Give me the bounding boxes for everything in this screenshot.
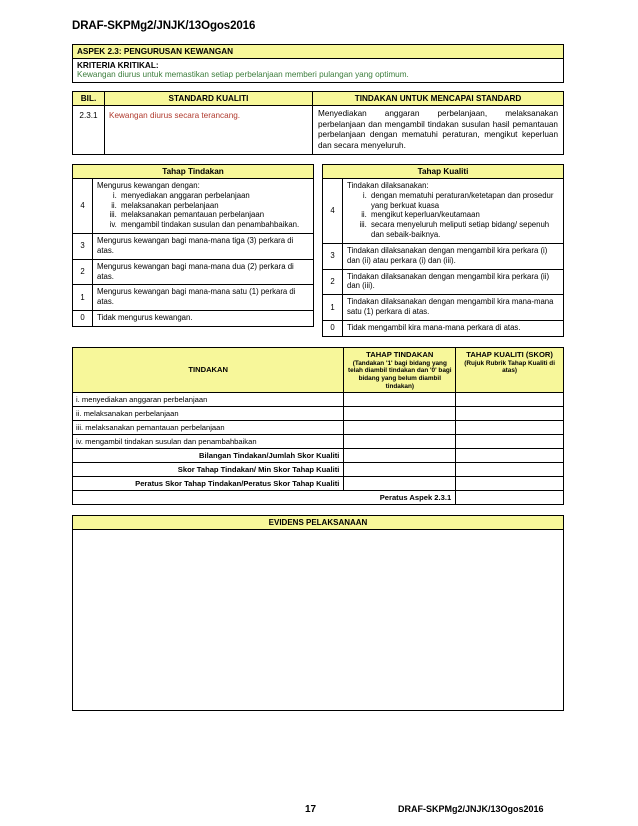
scoring-input-kualiti[interactable]: [456, 407, 564, 421]
score-item-list: [361, 191, 560, 240]
table-row: [73, 259, 314, 285]
cell-standard-kualiti: Kewangan diurus secara terancang.: [105, 106, 313, 155]
score-description: Tidak mengambil kira mana-mana perkara di atas.: [343, 320, 564, 336]
tahap-kualiti-heading: Tahap Kualiti: [322, 164, 564, 178]
table-row: [323, 320, 564, 336]
scoring-total-tindakan[interactable]: [344, 463, 456, 477]
scoring-row-label: iv. mengambil tindakan susulan dan penambahbaikan: [73, 435, 344, 449]
evidens-heading: EVIDENS PELAKSANAAN: [72, 515, 564, 529]
table-row: [73, 106, 564, 155]
score-description: Tindakan dilaksanakan dengan mengambil kira perkara (ii) dan (iii).: [343, 269, 564, 295]
col-header-standard: STANDARD KUALITI: [105, 92, 313, 106]
scoring-total-label: Bilangan Tindakan/Jumlah Skor Kualiti: [73, 449, 344, 463]
col-header-tahap-tindakan-label: TAHAP TINDAKAN: [366, 349, 434, 359]
scoring-total-kualiti[interactable]: [456, 449, 564, 463]
table-row: [323, 179, 564, 244]
list-item: iv. mengambil tindakan susulan dan penambahbaikan.: [119, 220, 310, 230]
table-row: [73, 435, 564, 449]
scoring-total-tindakan[interactable]: [344, 477, 456, 491]
list-item: iii. secara menyeluruh meliputi setiap bidang/ sepenuh dan sebaik-baiknya.: [369, 220, 560, 240]
score-description: Tindakan dilaksanakan dengan mengambil kira perkara (i) dan (ii) atau perkara (i) dan (iii).: [343, 243, 564, 269]
col-header-tindakan-summary: TINDAKAN: [73, 347, 344, 393]
table-row: [73, 310, 314, 326]
table-row: [73, 407, 564, 421]
table-row: [73, 421, 564, 435]
col-header-tahap-kualiti-label: TAHAP KUALITI (SKOR): [466, 349, 553, 359]
score-description: [343, 179, 564, 244]
kriteria-label: KRITERIA KRITIKAL:: [73, 59, 564, 71]
list-item: ii. melaksanakan perbelanjaan: [119, 201, 310, 211]
scoring-total-label: Skor Tahap Tindakan/ Min Skor Tahap Kualiti: [73, 463, 344, 477]
evidens-input-area[interactable]: [72, 529, 564, 711]
list-item: i. menyediakan anggaran perbelanjaan: [119, 191, 310, 201]
standard-table: [72, 91, 564, 155]
kriteria-text: Kewangan diurus untuk memastikan setiap perbelanjaan memberi pulangan yang optimum.: [73, 70, 564, 83]
list-item: iii. melaksanakan pemantauan perbelanjaan: [119, 210, 310, 220]
rubric-section: [72, 164, 564, 337]
scoring-total-kualiti[interactable]: [456, 463, 564, 477]
scoring-input-tindakan[interactable]: [344, 435, 456, 449]
col-header-tahap-kualiti: [456, 347, 564, 393]
score-value: 3: [73, 234, 93, 260]
table-row: [73, 463, 564, 477]
score-description: [93, 179, 314, 234]
scoring-total-kualiti[interactable]: [456, 477, 564, 491]
standard-table-header-row: [73, 92, 564, 106]
score-value: 3: [323, 243, 343, 269]
document-body: [72, 44, 564, 711]
scoring-total-tindakan[interactable]: [344, 449, 456, 463]
table-row: [73, 393, 564, 407]
scoring-table: [72, 347, 564, 506]
score-value: 0: [73, 310, 93, 326]
score-description: Mengurus kewangan bagi mana-mana satu (1) perkara di atas.: [93, 285, 314, 311]
scoring-table-header-row: [73, 347, 564, 393]
scoring-aspect-value[interactable]: [456, 491, 564, 505]
list-item: ii. mengikut keperluan/keutamaan: [369, 210, 560, 220]
tahap-tindakan-column: [72, 164, 314, 337]
tahap-tindakan-table: [72, 178, 314, 327]
table-row: [323, 295, 564, 321]
table-row: [323, 269, 564, 295]
score-value: 1: [73, 285, 93, 311]
table-row: [73, 234, 314, 260]
table-row: [73, 179, 314, 234]
score-value: 0: [323, 320, 343, 336]
score-value: 1: [323, 295, 343, 321]
cell-tindakan-standard: Menyediakan anggaran perbelanjaan, melaksanakan perbelanjaan dan mengambil tindakan susulan hasil pemantauan perbelanjaan dengan mematuhi peraturan, mengikut keperluan dan secara menyeluruh.: [313, 106, 564, 155]
list-item: i. dengan mematuhi peraturan/ketetapan dan prosedur yang berkuat kuasa: [369, 191, 560, 211]
aspek-title: ASPEK 2.3: PENGURUSAN KEWANGAN: [73, 45, 564, 59]
aspek-table: [72, 44, 564, 83]
table-row: [73, 491, 564, 505]
score-intro: Mengurus kewangan dengan:: [97, 181, 200, 190]
score-item-list: [111, 191, 310, 230]
scoring-input-kualiti[interactable]: [456, 393, 564, 407]
aspek-title-row: [73, 45, 564, 59]
col-header-tahap-tindakan-note: (Tandakan '1' bagi bidang yang telah diambil tindakan dan '0' bagi bidang yang belum diambil tindakan): [348, 359, 452, 390]
cell-bil: 2.3.1: [73, 106, 105, 155]
score-description: Mengurus kewangan bagi mana-mana tiga (3) perkara di atas.: [93, 234, 314, 260]
score-description: Tidak mengurus kewangan.: [93, 310, 314, 326]
score-description: Mengurus kewangan bagi mana-mana dua (2) perkara di atas.: [93, 259, 314, 285]
evidens-section: [72, 515, 564, 711]
col-header-bil: BIL.: [73, 92, 105, 106]
score-value: 4: [323, 179, 343, 244]
scoring-aspect-label: Peratus Aspek 2.3.1: [73, 491, 456, 505]
table-row: [323, 243, 564, 269]
tahap-kualiti-table: [322, 178, 564, 337]
score-description: Tindakan dilaksanakan dengan mengambil kira mana-mana satu (1) perkara di atas.: [343, 295, 564, 321]
score-value: 2: [323, 269, 343, 295]
tahap-tindakan-heading: Tahap Tindakan: [72, 164, 314, 178]
scoring-row-label: iii. melaksanakan pemantauan perbelanjaan: [73, 421, 344, 435]
table-row: [73, 477, 564, 491]
col-header-tindakan: TINDAKAN UNTUK MENCAPAI STANDARD: [313, 92, 564, 106]
kriteria-text-row: [73, 70, 564, 83]
score-value: 4: [73, 179, 93, 234]
page-number: 17: [305, 804, 317, 815]
scoring-input-tindakan[interactable]: [344, 393, 456, 407]
col-header-tahap-kualiti-note: (Rujuk Rubrik Tahap Kualiti di atas): [464, 359, 555, 375]
score-intro: Tindakan dilaksanakan:: [347, 181, 429, 190]
document-header: DRAF-SKPMg2/JNJK/13Ogos2016: [72, 20, 256, 32]
scoring-total-label: Peratus Skor Tahap Tindakan/Peratus Skor Tahap Kualiti: [73, 477, 344, 491]
scoring-input-tindakan[interactable]: [344, 407, 456, 421]
score-value: 2: [73, 259, 93, 285]
scoring-input-kualiti[interactable]: [456, 435, 564, 449]
table-row: [73, 285, 314, 311]
scoring-row-label: ii. melaksanakan perbelanjaan: [73, 407, 344, 421]
scoring-row-label: i. menyediakan anggaran perbelanjaan: [73, 393, 344, 407]
table-row: [73, 449, 564, 463]
scoring-input-kualiti[interactable]: [456, 421, 564, 435]
tahap-kualiti-column: [322, 164, 564, 337]
col-header-tahap-tindakan: [344, 347, 456, 393]
footer-reference: DRAF-SKPMg2/JNJK/13Ogos2016: [398, 804, 544, 814]
scoring-input-tindakan[interactable]: [344, 421, 456, 435]
kriteria-label-row: [73, 59, 564, 71]
